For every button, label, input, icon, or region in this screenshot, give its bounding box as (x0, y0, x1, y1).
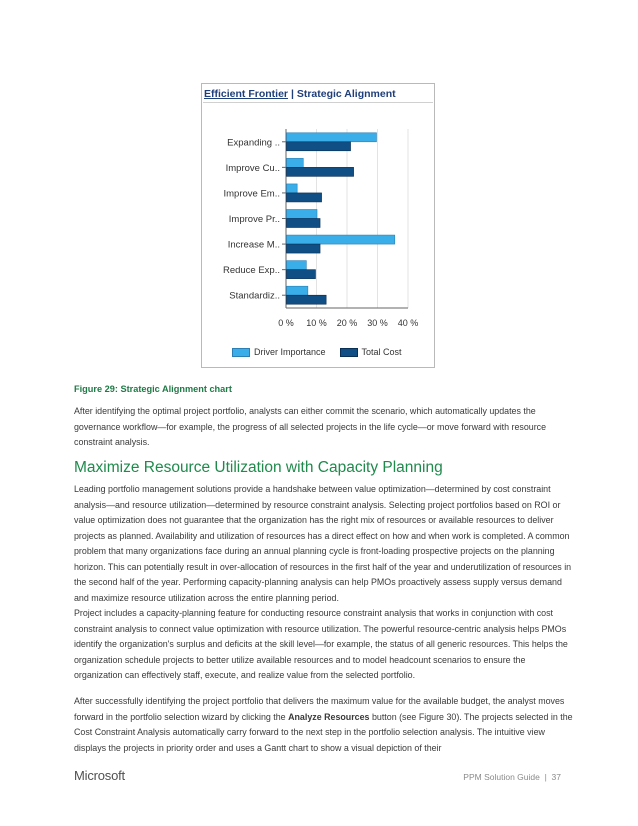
category-label: Improve Cu.. (225, 162, 280, 174)
bar-driver-importance (287, 184, 298, 193)
tab-efficient-frontier[interactable]: Efficient Frontier (204, 88, 289, 100)
category-label: Improve Em.. (223, 188, 280, 200)
footer-separator: | (544, 772, 547, 782)
bar-total-cost (287, 244, 321, 253)
bar-driver-importance (287, 158, 304, 167)
legend-label-driver-importance: Driver Importance (254, 347, 326, 357)
legend-label-total-cost: Total Cost (361, 347, 402, 357)
para4-text-start: After successfully identifying the project portfolio that delivers the maximum value for the available budget, the analyst moves forward in the portfolio selection wizard by clicking the (74, 696, 565, 722)
paragraph-capacity-planning: Project includes a capacity-planning feature for conducting resource constraint analysis that works in conjunction with cost constraint analysis to connect value optimization with resource utilization. The powerful resource-centric analysis helps PMOs identify the organization's surplus and deficits at the skill level—for example, the status of all generic resources. This helps the organization schedule projects to better utilize available resources and to model headcount scenarios to ensure the organization can effectively staff, execute, and realize value from the selected portfolio. (74, 608, 568, 680)
bar-driver-importance (287, 133, 377, 142)
category-label: Reduce Exp.. (222, 265, 280, 277)
footer-guide-title: PPM Solution Guide (463, 772, 540, 782)
para4-text-end: button (see Figure 30). The projects selected in the Cost Constraint Analysis automatically carry forward to the next step in the portfolio selection analysis. The intuitive view displays the projects in priority order and uses a Gantt chart to show a visual depiction of their (74, 711, 573, 753)
bar-driver-importance (287, 286, 308, 295)
bar-driver-importance (287, 210, 318, 219)
bar-total-cost (287, 295, 327, 304)
x-tick-label: 0 % (278, 318, 294, 328)
bar-driver-importance (287, 261, 307, 270)
x-tick-label: 30 % (367, 318, 388, 328)
paragraph-analyze-resources (74, 694, 574, 756)
bar-chart-plot (202, 84, 434, 367)
page-number: 37 (551, 772, 561, 782)
paragraph-intro: After identifying the optimal project portfolio, analysts can either commit the scenario, which automatically updates the governance workflow—for example, the progress of all selected projects in the life cycle—or move forward with resource constraint analysis. (74, 406, 547, 447)
bar-total-cost (287, 219, 321, 228)
bar-total-cost (287, 167, 354, 176)
bar-driver-importance (287, 235, 395, 244)
legend-swatch-total-cost (340, 348, 358, 357)
paragraph-handshake: Leading portfolio management solutions provide a handshake between value optimization—determined by cost constraint analysis—and resource utilization—determined by resource constraint analysis. Selecting project portfolios based on ROI or value optimization does not guarantee that the organization has the right mix of resources or available resources to deliver projects as planned. Availability and utilization of resources has a direct effect on how and when work is completed. A common problem that many organizations face during an annual planning cycle is front-loading prospective projects on the planning horizon. This can potentially result in over-allocation of resources in the first half of the year and underutilization of resources in the second half of the year. Performing capacity-planning analysis can help PMOs proactively assess supply versus demand and maximize resource utilization across the entire planning period. (74, 484, 572, 603)
section-heading: Maximize Resource Utilization with Capacity Planning (74, 459, 443, 476)
category-label: Increase M.. (227, 239, 280, 251)
x-tick-label: 20 % (336, 318, 358, 328)
figure-caption: Figure 29: Strategic Alignment chart (74, 384, 232, 394)
strategic-alignment-chart (201, 83, 435, 368)
category-label: Improve Pr.. (228, 214, 280, 225)
category-label: Standardiz.. (229, 290, 280, 302)
x-tick-label: 40 % (397, 318, 419, 328)
bar-total-cost (287, 142, 351, 151)
category-label: Expanding .. (227, 137, 280, 149)
analyze-resources-term: Analyze Resources (288, 711, 370, 722)
chart-legend (232, 347, 402, 357)
x-tick-label: 10 % (306, 318, 327, 328)
bar-total-cost (287, 193, 322, 202)
microsoft-logo: Microsoft (74, 768, 125, 783)
tab-strategic-alignment[interactable]: Strategic Alignment (296, 88, 396, 100)
legend-swatch-driver-importance (232, 348, 250, 357)
bar-total-cost (287, 270, 316, 279)
tab-separator: | (290, 88, 294, 100)
page-footer (463, 772, 561, 782)
